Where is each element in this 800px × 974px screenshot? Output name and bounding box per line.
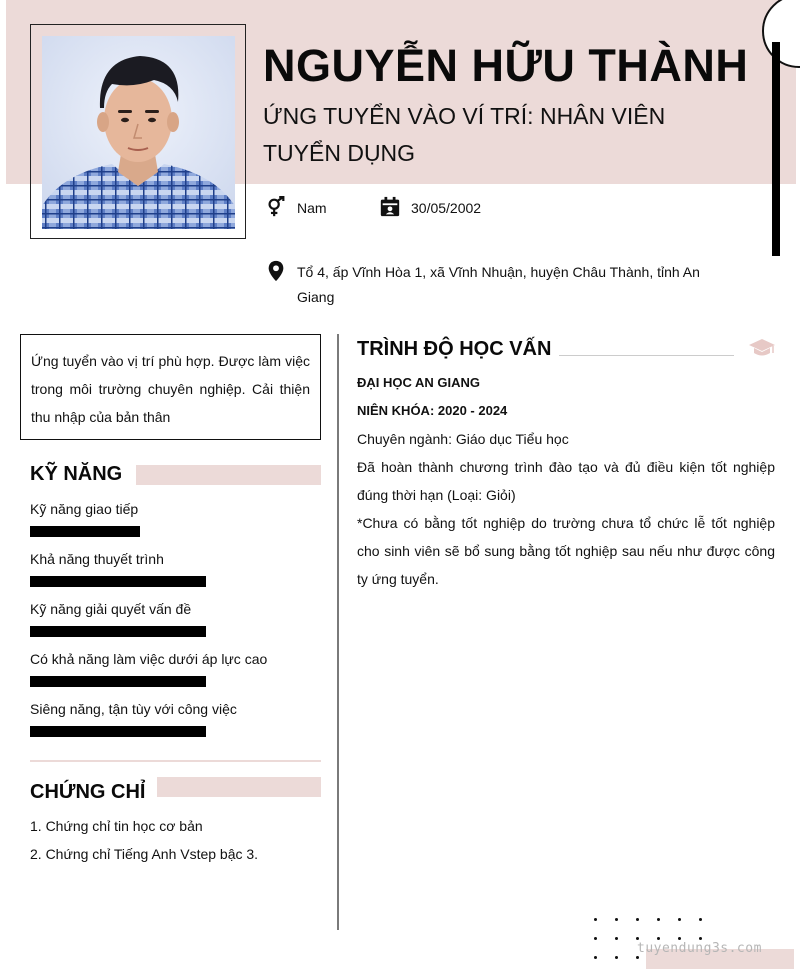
decorative-dot — [615, 937, 618, 940]
decorative-dot — [594, 937, 597, 940]
map-pin-icon — [265, 260, 287, 282]
address-text: Tổ 4, ấp Vĩnh Hòa 1, xã Vĩnh Nhuận, huyện Châu Thành, tỉnh An Giang — [297, 264, 700, 305]
skill-label: Kỹ năng giao tiếp — [30, 501, 139, 517]
skill-label: Kỹ năng giải quyết vấn đề — [30, 601, 192, 617]
skill-bar — [30, 526, 206, 537]
skills-title-bar — [136, 465, 321, 485]
applied-position: ỨNG TUYỂN VÀO VÍ TRÍ: NHÂN VIÊN TUYỂN DỤNG — [263, 103, 666, 166]
education-details — [357, 369, 775, 593]
decorative-dot — [594, 956, 597, 959]
decorative-vertical-bar — [772, 42, 780, 256]
education-result: Đã hoàn thành chương trình đào tạo và đủ điều kiện tốt nghiệp đúng thời hạn (Loại: Giỏi) — [357, 459, 775, 503]
career-objective — [20, 334, 321, 440]
skill-bar-fill — [30, 676, 206, 687]
skill-bar-fill — [30, 576, 206, 587]
career-objective-text: Ứng tuyển vào vị trí phù hợp. Được làm việc trong môi trường chuyên nghiệp. Cải thiện thu nhập của bản thân — [31, 353, 310, 425]
profile-photo — [42, 36, 235, 229]
section-divider — [30, 760, 321, 762]
education-note: *Chưa có bằng tốt nghiệp do trường chưa tổ chức lễ tốt nghiệp cho sinh viên sẽ bổ sung bằng tốt nghiệp sau nếu như được công ty ứng tuyển. — [357, 515, 775, 587]
skill-label: Siêng năng, tận tùy với công việc — [30, 701, 237, 717]
certificates-title-bar — [157, 777, 321, 797]
decorative-dot — [636, 956, 639, 959]
birthdate-info — [379, 196, 481, 221]
decorative-dot — [657, 937, 660, 940]
decorative-dot — [615, 956, 618, 959]
education-school: ĐẠI HỌC AN GIANG — [357, 375, 481, 390]
address-info — [265, 260, 705, 310]
decorative-dot — [699, 918, 702, 921]
decorative-dot — [636, 918, 639, 921]
decorative-dot — [678, 918, 681, 921]
skill-bar-fill — [30, 626, 206, 637]
decorative-dot — [636, 937, 639, 940]
decorative-dot — [615, 918, 618, 921]
candidate-name: NGUYỄN HỮU THÀNH — [263, 40, 749, 91]
watermark-text: tuyendung3s.com — [637, 941, 762, 956]
skill-bar — [30, 726, 206, 737]
skill-bar — [30, 576, 206, 587]
education-title: TRÌNH ĐỘ HỌC VẤN — [357, 338, 552, 360]
birthdate-text: 30/05/2002 — [411, 200, 482, 216]
skill-bar-fill — [30, 526, 140, 537]
certificate-item: 2. Chứng chỉ Tiếng Anh Vstep bậc 3. — [30, 846, 259, 862]
gender-text: Nam — [297, 200, 327, 216]
decorative-dot — [657, 918, 660, 921]
gender-info — [265, 196, 327, 221]
education-period: NIÊN KHÓA: 2020 - 2024 — [357, 403, 508, 418]
skill-bar — [30, 626, 206, 637]
graduation-cap-icon — [748, 338, 776, 360]
decorative-dot — [699, 937, 702, 940]
decorative-dot — [594, 918, 597, 921]
skill-label: Có khả năng làm việc dưới áp lực cao — [30, 651, 268, 667]
certificates-title: CHỨNG CHỈ — [30, 781, 146, 803]
certificate-item: 1. Chứng chỉ tin học cơ bản — [30, 818, 203, 834]
skill-bar — [30, 676, 206, 687]
gender-icon — [265, 196, 287, 218]
column-divider — [337, 334, 339, 930]
skill-bar-fill — [30, 726, 206, 737]
calendar-user-icon — [379, 196, 401, 218]
skill-label: Khả năng thuyết trình — [30, 551, 164, 567]
education-title-line — [559, 355, 734, 356]
education-major: Chuyên ngành: Giáo dục Tiểu học — [357, 431, 569, 447]
skills-title: KỸ NĂNG — [30, 463, 123, 485]
decorative-dot — [678, 937, 681, 940]
